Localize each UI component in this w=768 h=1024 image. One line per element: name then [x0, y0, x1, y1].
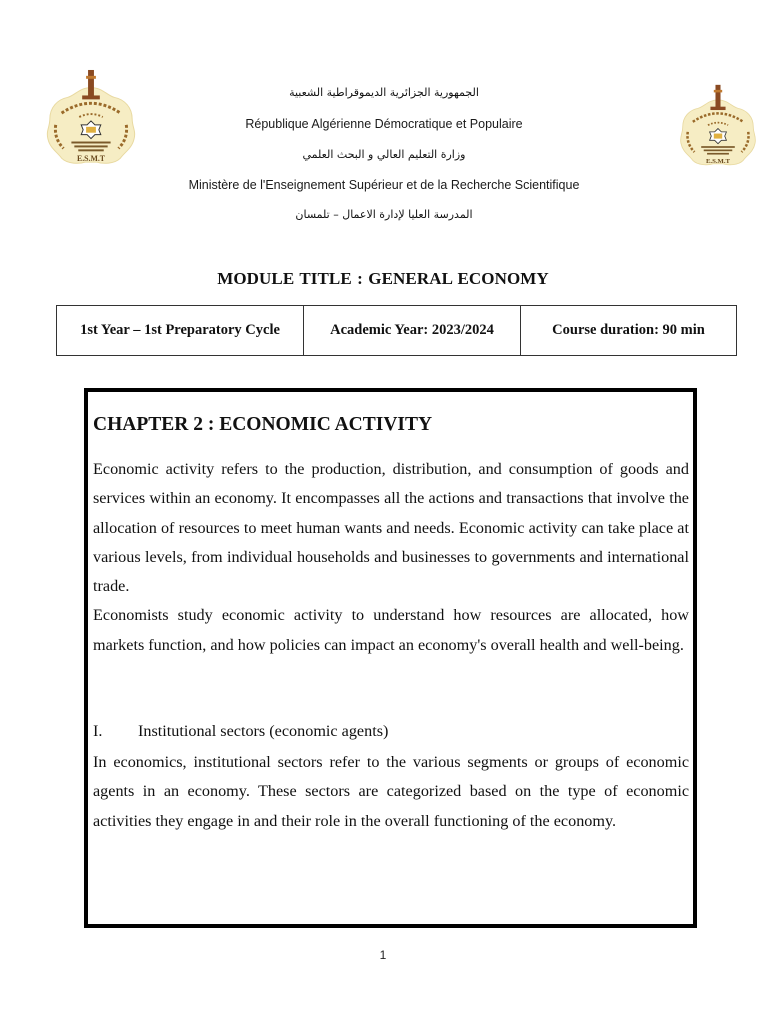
academic-year-cell: Academic Year: 2023/2024	[304, 306, 521, 355]
svg-text:E.S.M.T: E.S.M.T	[705, 157, 731, 165]
chapter-content-box	[84, 388, 697, 928]
course-level-cell: 1st Year – 1st Preparatory Cycle	[57, 306, 304, 355]
header-line-arabic-ministry: وزارة التعليم العالي و البحث العلمي	[302, 148, 466, 161]
institutional-sectors-paragraph: In economics, institutional sectors refer to the various segments or groups of economic agents in an economy. These sectors are categorized based on the type of economic activities they engage in and their role in the overall functioning of the economy.	[93, 753, 689, 830]
intro-paragraph: Economic activity refers to the production, distribution, and consumption of goods and services within an economy. It encompasses all the actions and transactions that involve the allocation of resources to meet human wants and needs. Economic activity can take place at various levels, from individual households and businesses to governments and international trade.	[93, 460, 689, 596]
header-line-ministry: Ministère de l'Enseignement Supérieur et de la Recherche Scientifique	[188, 178, 580, 192]
section-heading	[93, 722, 388, 741]
section-title: Institutional sectors (economic agents)	[138, 722, 389, 740]
page-number: 1	[379, 948, 387, 962]
course-duration-cell: Course duration: 90 min	[552, 322, 705, 338]
header-line-arabic-school: المدرسة العليا لإدارة الاعمال – تلمسان	[295, 208, 473, 221]
chapter-intro	[93, 455, 689, 660]
chapter-title: CHAPTER 2 : ECONOMIC ACTIVITY	[93, 414, 433, 435]
svg-text:E.S.M.T: E.S.M.T	[76, 154, 106, 164]
economists-paragraph: Economists study economic activity to understand how resources are allocated, how markets function, and how policies can impact an economy's overall health and well-being.	[93, 606, 689, 654]
header-line-republic: République Algérienne Démocratique et Populaire	[245, 117, 523, 131]
course-info-table	[56, 305, 737, 356]
section-number: I.	[93, 722, 103, 740]
module-title: MODULE TITLE : GENERAL ECONOMY	[217, 269, 549, 288]
section-body	[93, 748, 689, 836]
header-line-arabic-republic: الجمهورية الجزائرية الديموقراطية الشعبية	[289, 86, 479, 99]
